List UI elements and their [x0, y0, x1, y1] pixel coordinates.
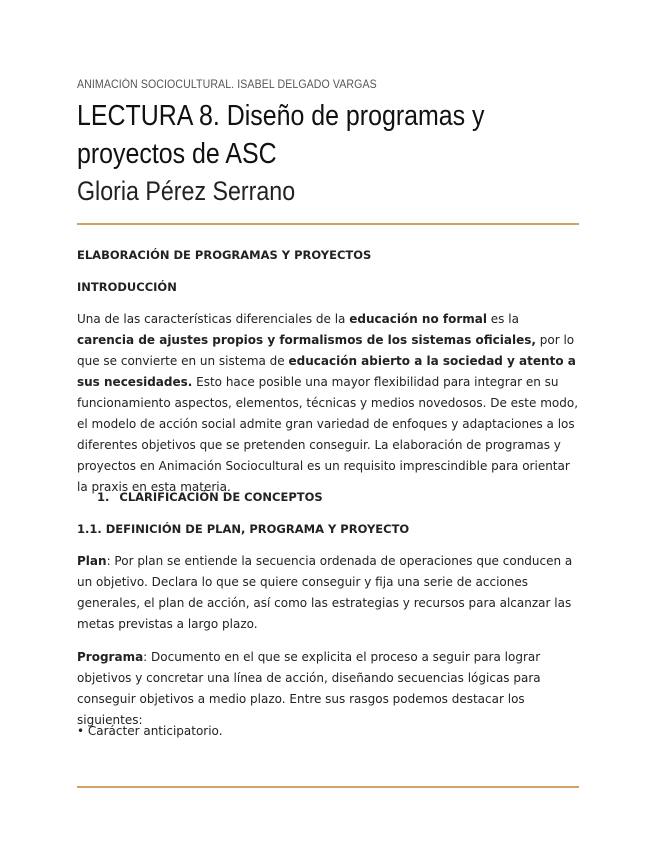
list-heading-text: CLARIFICACIÓN DE CONCEPTOS [119, 490, 323, 504]
intro-bold-3: educación abierto a la sociedad y atento a sus necesidades. [77, 354, 576, 389]
list-heading [97, 487, 579, 508]
plan-term: Plan [77, 554, 107, 568]
list-number: 1. [97, 490, 110, 504]
intro-text-1: Una de las características diferenciales de la [77, 312, 350, 326]
intro-text-3: por lo que se convierte en un sistema de [77, 333, 575, 368]
intro-bold-1: educación no formal [349, 312, 487, 326]
intro-heading: INTRODUCCIÓN [77, 280, 177, 294]
document-title: LECTURA 8. Diseño de programas y proyectos de ASC [77, 100, 485, 170]
bullet-item: • Carácter anticipatorio. [77, 724, 223, 738]
sub-heading: 1.1. DEFINICIÓN DE PLAN, PROGRAMA Y PROYECTO [77, 522, 410, 536]
intro-paragraph [77, 309, 579, 498]
running-header: ANIMACIÓN SOCIOCULTURAL. ISABEL DELGADO VARGAS [77, 79, 377, 91]
plan-paragraph [77, 551, 579, 635]
author-name: Gloria Pérez Serrano [77, 176, 296, 206]
programa-term: Programa [77, 650, 144, 664]
intro-bold-2: carencia de ajustes propios y formalismos de los sistemas oficiales, [77, 333, 536, 347]
programa-text: : Documento en el que se explicita el proceso a seguir para lograr objetivos y concretar una línea de acción, diseñando secuencias lógicas para conseguir objetivos a medio plazo. Entre sus rasgos podemos destacar los siguientes: [77, 650, 541, 727]
main-heading: ELABORACIÓN DE PROGRAMAS Y PROYECTOS [77, 248, 372, 262]
bottom-divider [77, 786, 579, 788]
intro-text-2: es la [486, 312, 519, 326]
programa-paragraph [77, 647, 579, 731]
intro-text-4: Esto hace posible una mayor flexibilidad para integrar en su funcionamiento aspectos, elementos, técnicas y medios novedosos. De este modo, el modelo de acción social admite gran variedad de enfoques y adaptaciones a los diferentes objetivos que se pretenden conseguir. La elaboración de programas y proyectos en Animación Sociocultural es un requisito imprescindible para orientar la praxis en esta materia. [77, 375, 579, 494]
top-divider [77, 223, 579, 225]
plan-text: : Por plan se entiende la secuencia ordenada de operaciones que conducen a un objetivo. Declara lo que se quiere conseguir y fija una serie de acciones generales, el plan de acción, así como las estrategias y recursos para alcanzar las metas previstas a largo plazo. [77, 554, 573, 631]
